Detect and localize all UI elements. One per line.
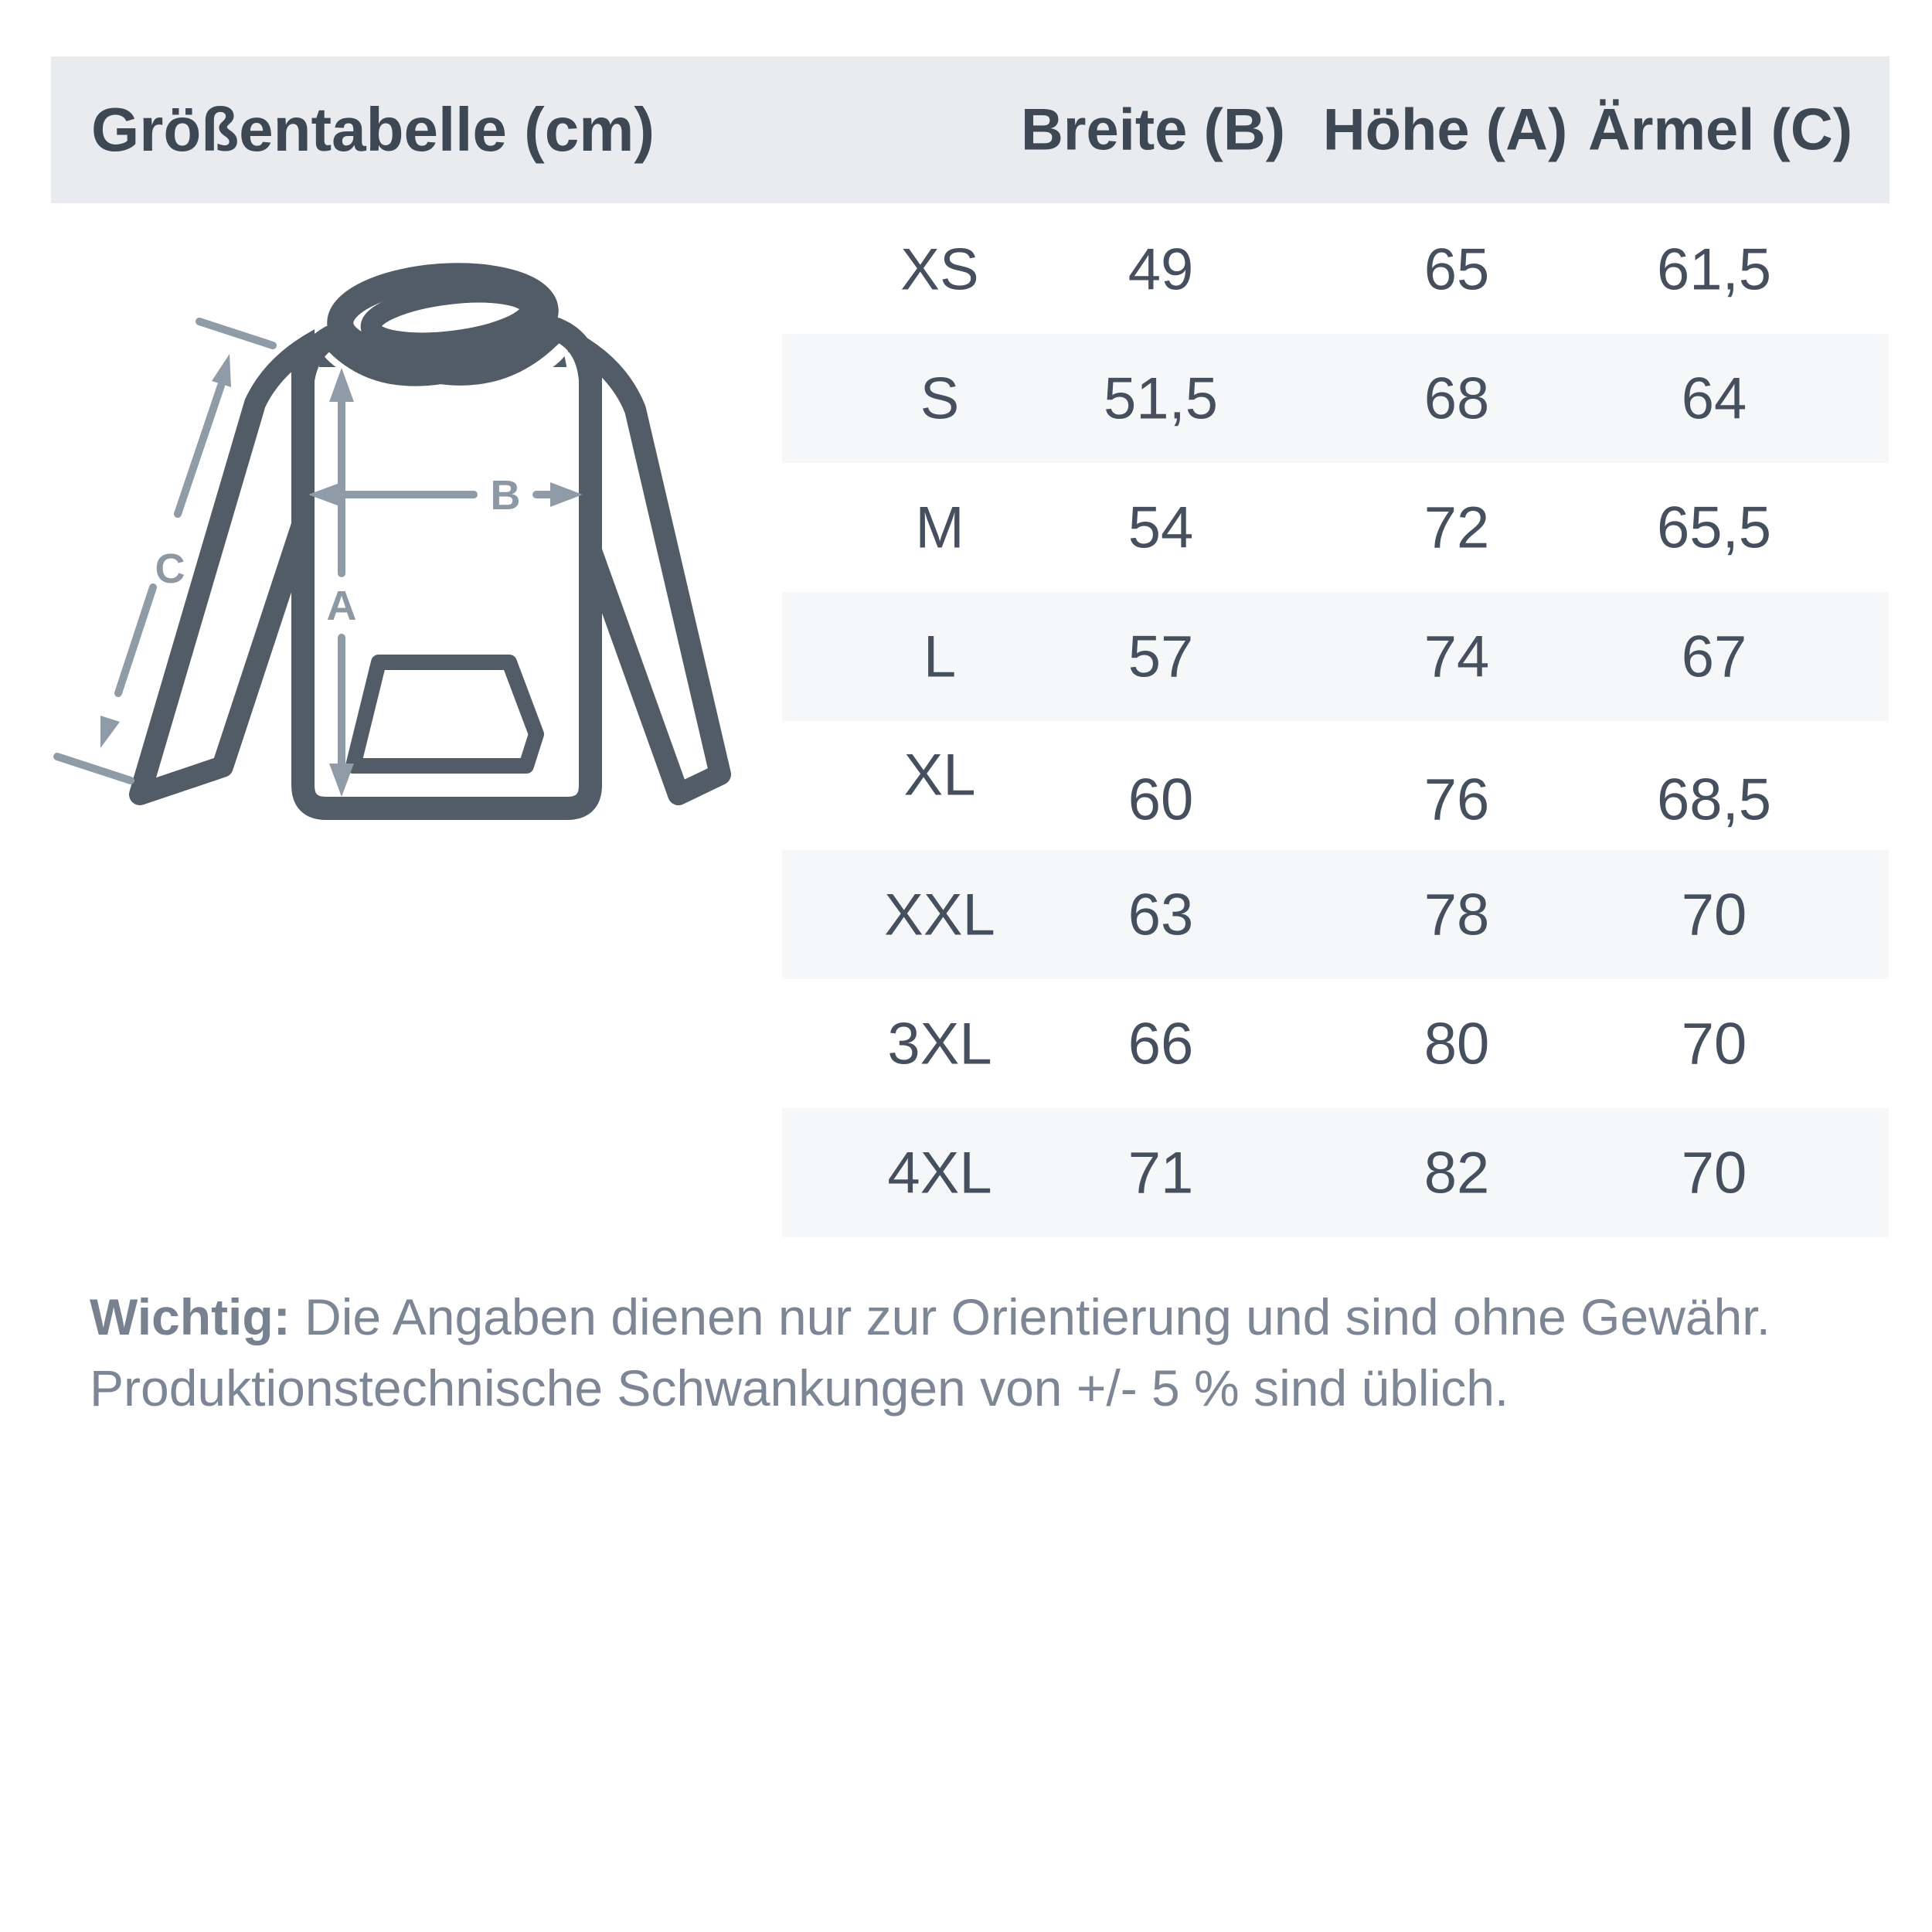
aermel-value: 64 xyxy=(1681,366,1747,431)
table-row-xs xyxy=(782,205,1889,334)
hoehe-value: 78 xyxy=(1423,882,1490,947)
breite-value: 57 xyxy=(1128,624,1194,689)
disclaimer-label: Wichtig: xyxy=(90,1288,291,1345)
hoehe-value: 80 xyxy=(1423,1011,1490,1077)
disclaimer-line1: Die Angaben dienen nur zur Orientierung und sind ohne Gewähr. xyxy=(290,1288,1770,1345)
column-header-aermel: Ärmel (C) xyxy=(1587,97,1853,163)
breite-value: 63 xyxy=(1128,882,1194,947)
aermel-value: 61,5 xyxy=(1657,236,1771,302)
disclaimer-note xyxy=(90,1281,1890,1423)
hoehe-value: 65 xyxy=(1423,236,1490,302)
aermel-value: 70 xyxy=(1681,1011,1747,1077)
size-label: XXL xyxy=(884,882,995,947)
aermel-value: 70 xyxy=(1681,882,1747,947)
disclaimer-line2: Produktionstechnische Schwankungen von +/- 5 % sind üblich. xyxy=(90,1359,1509,1417)
hoehe-value: 82 xyxy=(1423,1140,1490,1206)
table-row-3xl xyxy=(782,979,1889,1108)
label-b: B xyxy=(490,472,521,519)
size-label: L xyxy=(923,624,957,689)
breite-value: 66 xyxy=(1128,1011,1194,1077)
breite-value: 49 xyxy=(1128,236,1194,302)
aermel-value: 70 xyxy=(1681,1140,1747,1206)
size-label: 3XL xyxy=(887,1011,992,1077)
table-row-l xyxy=(782,592,1889,721)
aermel-value: 68,5 xyxy=(1657,767,1771,832)
table-row-xl xyxy=(782,721,1889,850)
column-header-breite: Breite (B) xyxy=(1020,97,1286,163)
table-row-xxl xyxy=(782,850,1889,979)
column-header-hoehe: Höhe (A) xyxy=(1322,97,1568,163)
breite-value: 60 xyxy=(1128,767,1194,832)
hoehe-value: 72 xyxy=(1423,495,1490,560)
table-row-4xl xyxy=(782,1108,1889,1237)
label-a: A xyxy=(326,583,357,629)
table-row-s xyxy=(782,334,1889,463)
page-title: Größentabelle (cm) xyxy=(91,95,655,164)
size-label: XL xyxy=(903,742,976,808)
aermel-value: 65,5 xyxy=(1657,495,1771,560)
size-table xyxy=(782,205,1889,1237)
size-label: M xyxy=(915,495,964,560)
size-label: S xyxy=(920,366,960,431)
aermel-value: 67 xyxy=(1681,624,1747,689)
hoodie-pocket xyxy=(353,662,536,766)
hoehe-value: 76 xyxy=(1423,767,1490,832)
hoehe-value: 74 xyxy=(1423,624,1490,689)
table-header-bar xyxy=(51,56,1889,203)
breite-value: 54 xyxy=(1128,495,1194,560)
hoehe-value: 68 xyxy=(1423,366,1490,431)
table-row-m xyxy=(782,463,1889,592)
breite-value: 71 xyxy=(1128,1140,1194,1206)
breite-value: 51,5 xyxy=(1104,366,1218,431)
size-label: 4XL xyxy=(887,1140,992,1206)
hoodie-diagram-icon xyxy=(46,216,819,912)
size-label: XS xyxy=(900,236,979,302)
hoodie-measurement-diagram xyxy=(46,216,819,912)
label-c: C xyxy=(155,546,185,592)
